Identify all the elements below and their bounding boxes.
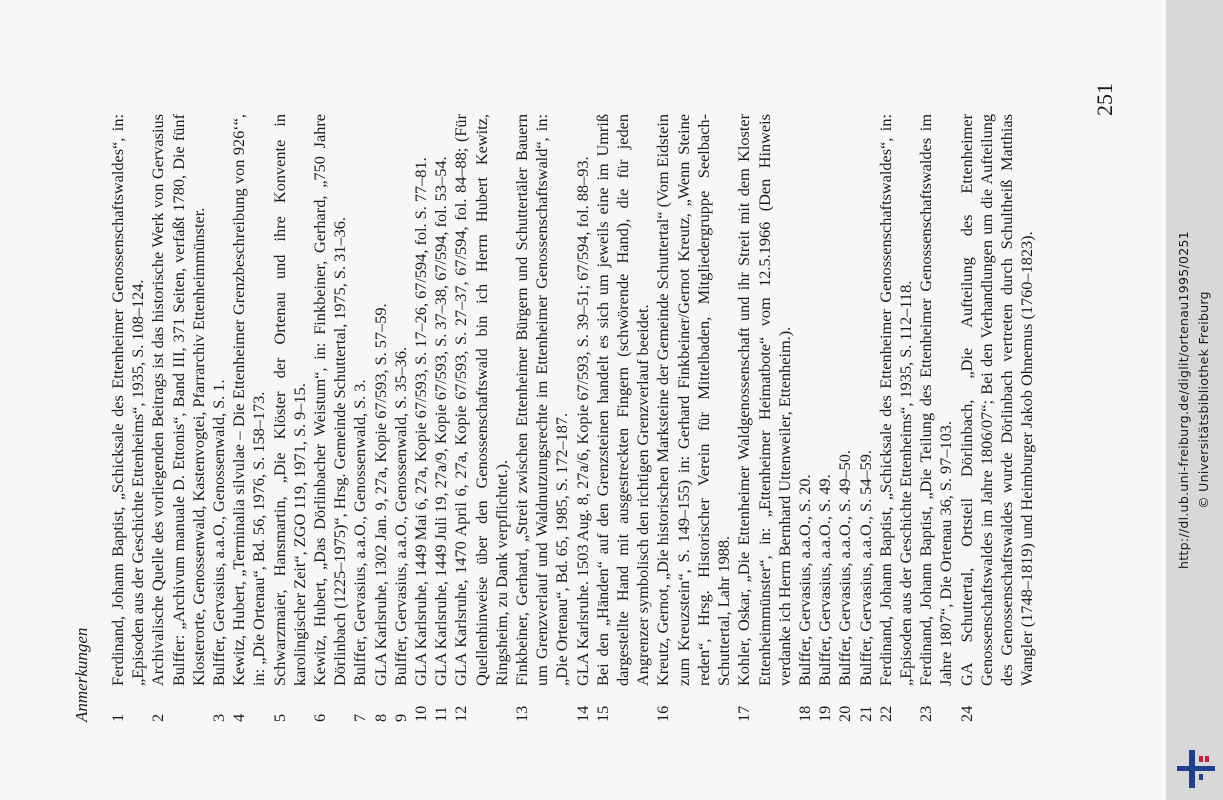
note-text: Bulffer, Gervasius, a.a.O., S. 49–50. — [835, 450, 855, 686]
note-item — [451, 114, 512, 722]
note-number: 3 — [209, 713, 229, 722]
notes-list — [108, 114, 1037, 722]
note-text: Ferdinand, Johann Baptist, „Schicksale des Ettenheimer Genossenschaftswaldes“, in: „Episoden aus der Geschichte Ettenheims“, 1935, S. 108–124. — [108, 114, 148, 686]
note-text: Bulffer, Gervasius, a.a.O., Genossenwald, S. 3. — [350, 379, 370, 686]
library-sidebar — [1166, 0, 1223, 800]
note-number: 19 — [815, 705, 835, 722]
note-number: 18 — [794, 705, 814, 722]
note-number: 1 — [108, 713, 127, 722]
copyright-notice: © Universitätsbibliothek Freiburg — [1196, 291, 1211, 509]
note-item — [653, 114, 734, 722]
note-number: 2 — [148, 713, 168, 722]
note-number: 5 — [269, 713, 289, 722]
note-text: Ferdinand, Johann Baptist, „Die Teilung des Ettenheimer Genossenschaftswaldes im Jahre 1807“, Die Ortenau 36, S. 97–103. — [916, 114, 956, 686]
note-text: GLA Karlsruhe, 1470 April 6, 27a, Kopie 67/593, S. 27–37, 67/594, fol. 84–88; (Für Quellenhinweise über den Genossenschaftswald bin ich Herrn Hubert Kewitz, Ringsheim, zu Dank verpflichtet.). — [451, 114, 511, 686]
note-item — [957, 114, 1038, 722]
note-number: 12 — [451, 705, 471, 722]
note-item — [371, 114, 391, 722]
note-number: 14 — [572, 705, 592, 722]
note-item — [795, 114, 815, 722]
note-text: Kohler, Oskar, „Die Ettenheimer Waldgenossenschaft und ihr Streit mit dem Kloster Ettenheimmünster“, in: „Ettenheimer Heimatbote“ vom 12.5.1966 (Den Hinweis verdanke ich Herrn Bernhard Uttenweiler, Ettenheim.). — [734, 114, 794, 686]
note-text: Kreutz, Gernot, „Die historischen Marksteine der Gemeinde Schuttertal“ (Vom Eidstein zum Kreuzstein“, S. 149–155) in: Gerhard Finkbeiner/Gernot Kreutz, „Wenn Steine reden“, Hrsg. Historischer Verein für Mittelbaden, Mitgliedergruppe Seelbach-Schuttertal, Lahr 1988. — [653, 114, 734, 686]
note-text: Bulffer, Gervasius, a.a.O., Genossenwald, S. 35–36. — [390, 346, 410, 686]
note-text: Kewitz, Hubert, „Terminalia silvulae – Die Ettenheimer Grenzbeschreibung von 926‘“, in: „Die Ortenau“, Bd. 56, 1976, S. 158–173. — [229, 114, 269, 686]
note-text: Bulffer, Gervasius, a.a.O., S. 54–59. — [855, 450, 875, 686]
note-number: 20 — [835, 705, 855, 722]
note-number: 7 — [350, 713, 370, 722]
note-text: GLA Karlsruhe, 1302 Jan. 9, 27a, Kopie 67/593, S. 57–59. — [370, 303, 390, 686]
note-number: 4 — [229, 713, 249, 722]
note-item — [431, 114, 451, 722]
note-number: 13 — [512, 705, 532, 722]
note-number: 11 — [431, 706, 451, 722]
note-item — [573, 114, 593, 722]
note-item — [411, 114, 431, 722]
note-item — [350, 114, 370, 722]
note-number: 24 — [956, 705, 976, 722]
note-number: 16 — [653, 705, 673, 722]
page-number: 251 — [1092, 83, 1117, 116]
note-item — [108, 114, 148, 722]
notes-heading: Anmerkungen — [72, 627, 91, 722]
note-text: Ferdinand, Johann Baptist, „Schicksale des Ettenheimer Genossenschaftswaldes“, in: „Episoden aus der Geschichte Ettenheims“, 1935, S. 112–118. — [875, 114, 915, 686]
note-text: Finkbeiner, Gerhard, „Streit zwischen Ettenheimer Bürgern und Schuttertäler Bauern um Grenzverlauf und Waldnutzungsrechte im Ettenheimer Genossenschaftswald“, in: „Die Ortenau“, Bd. 65, 1985, S. 172–187. — [512, 114, 572, 686]
note-number: 22 — [875, 705, 895, 722]
library-logo-icon — [1175, 748, 1217, 790]
note-item — [876, 114, 916, 722]
note-item — [734, 114, 795, 722]
note-number: 17 — [734, 705, 754, 722]
note-item — [270, 114, 310, 722]
note-item — [310, 114, 350, 722]
note-number: 15 — [592, 705, 612, 722]
note-text: GA Schuttertal, Ortsteil Dörlinbach, „Die Aufteilung des Ettenheimer Genossenschaftswaldes im Jahre 1806/07“; Bei den Verhandlungen um die Aufteilung des Genossenschaftswaldes wurde Dörlinbach vertreten durch Schultheiß Matthias Wangler (1748–1819) und Heimburger Jakob Ohnemus (1760–1823). — [956, 114, 1037, 686]
note-text: Bulffer, Gervasius, a.a.O., Genossenwald, S. 1. — [209, 379, 229, 686]
note-text: Bulffer, Gervasius, a.a.O., S. 20. — [794, 474, 814, 686]
note-number: 8 — [370, 713, 390, 722]
source-url-link[interactable]: http://dl.ub.uni-freiburg.de/diglit/ortenau1995/0251 — [1176, 231, 1191, 569]
note-item — [593, 114, 654, 722]
note-item — [512, 114, 573, 722]
note-number: 21 — [855, 705, 875, 722]
note-text: Bei den „Händen“ auf den Grenzsteinen handelt es sich um jeweils eine im Umriß dargestellte Hand mit ausgestreckten Fingern (schwörende Hand), die für jeden Angrenzer symbolisch den richtigen Grenzverlauf beeidet. — [592, 114, 653, 686]
note-item — [856, 114, 876, 722]
note-text: Kewitz, Hubert, „Das Dörlinbacher Weistum“, in: Finkbeiner, Gerhard, „750 Jahre Dörlinbach (1225–1975)“, Hrsg. Gemeinde Schuttertal, 1975, S. 31–36. — [310, 114, 350, 686]
note-text: Archivalische Quelle des vorliegenden Beitrags ist das historische Werk von Gervasius Bulffer: „Archivum manuale D. Ettonis“, Band III, 371 Seiten, verfaßt 1780, Die fünf Klosterorte, Genossenwald, Kastenvogtei, Pfarrarchiv Ettenheimmünster. — [148, 114, 208, 686]
note-item — [229, 114, 269, 722]
note-text: Bulffer, Gervasius, a.a.O., S. 49. — [815, 474, 835, 686]
note-item — [916, 114, 956, 722]
note-number: 23 — [916, 705, 936, 722]
note-text: GLA Karlsruhe, 1449 Mai 6, 27a, Kopie 67/593, S. 17–26, 67/594, fol. S. 77–81. — [411, 157, 431, 686]
note-text: GLA Karlsruhe, 1449 Juli 19, 27a/9, Kopie 67/593, S. 37–38, 67/594, fol. 53–54. — [431, 156, 451, 686]
note-text: GLA Karlsruhe. 1503 Aug. 8, 27a/6, Kopie 67/593, S. 39–51; 67/594, fol. 88–93. — [572, 156, 592, 686]
note-number: 10 — [411, 705, 431, 722]
note-item — [209, 114, 229, 722]
note-text: Schwarzmaier, Hansmartin, „Die Klöster der Ortenau und ihre Konvente in karolingischer Zeit“, ZGO 119, 1971, S. 9–15. — [269, 114, 309, 686]
note-item — [815, 114, 835, 722]
note-number: 6 — [310, 713, 330, 722]
note-number: 9 — [390, 713, 410, 722]
note-item — [148, 114, 209, 722]
note-item — [835, 114, 855, 722]
note-item — [391, 114, 411, 722]
